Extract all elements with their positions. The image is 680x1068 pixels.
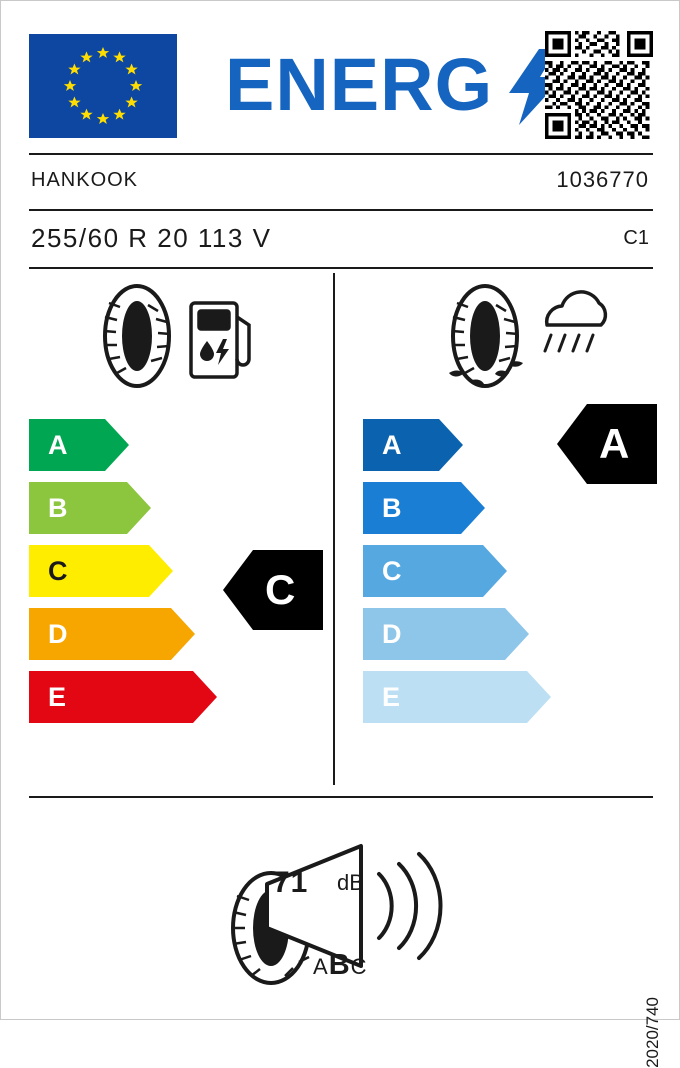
wet-selected-letter: A — [599, 420, 630, 467]
divider-header — [29, 153, 653, 155]
page-title: ENERG — [225, 43, 494, 126]
noise-class-a: A — [313, 954, 329, 979]
noise-class-scale — [313, 949, 368, 982]
wet-grade-c-letter: C — [382, 556, 402, 586]
wet-grade-d — [363, 608, 563, 660]
wet-grade-b-letter: B — [382, 493, 402, 523]
wet-selected-marker — [557, 404, 657, 484]
fuel-selected-marker — [223, 550, 323, 630]
tyre-size-designation: 255/60 R 20 113 V — [31, 223, 272, 253]
divider-brand — [29, 209, 653, 211]
noise-unit: dB — [337, 870, 364, 895]
regulation-date: 2020/740 — [643, 997, 662, 1068]
fuel-pump-tyre-icon — [87, 281, 267, 391]
wet-grip-scale — [363, 419, 563, 734]
fuel-grade-c — [29, 545, 229, 597]
fuel-grade-c-letter: C — [48, 556, 68, 586]
fuel-grade-e-letter: E — [48, 682, 67, 712]
tyre-class: C1 — [623, 227, 649, 249]
wet-grade-d-letter: D — [382, 619, 402, 649]
fuel-grade-e — [29, 671, 229, 723]
fuel-grade-b-letter: B — [48, 493, 68, 523]
wet-grade-e — [363, 671, 563, 723]
fuel-grade-d-letter: D — [48, 619, 68, 649]
rain-cloud-tyre-icon — [425, 281, 615, 391]
noise-value: 71 — [273, 866, 309, 899]
tyre-type-code: 1036770 — [556, 167, 649, 192]
fuel-grade-a — [29, 419, 229, 471]
wet-grade-a — [363, 419, 563, 471]
qr-code-icon — [545, 31, 653, 139]
supplier-brand: HANKOOK — [31, 169, 139, 191]
wet-grade-b — [363, 482, 563, 534]
fuel-grade-b — [29, 482, 229, 534]
divider-size — [29, 267, 653, 269]
fuel-grade-a-letter: A — [48, 430, 68, 460]
fuel-grade-d — [29, 608, 229, 660]
noise-class-c: C — [350, 954, 368, 979]
wet-grade-c — [363, 545, 563, 597]
wet-grade-a-letter: A — [382, 430, 402, 460]
fuel-selected-letter: C — [265, 566, 296, 613]
noise-class-selected: B — [328, 949, 351, 981]
divider-noise — [29, 796, 653, 798]
wet-grade-e-letter: E — [382, 682, 401, 712]
fuel-grade-a-bar — [29, 419, 129, 471]
wet-grade-a-bar — [363, 419, 463, 471]
fuel-efficiency-scale — [29, 419, 229, 734]
eu-flag-icon — [29, 34, 177, 138]
label-header — [29, 31, 653, 143]
vertical-divider — [333, 273, 335, 785]
